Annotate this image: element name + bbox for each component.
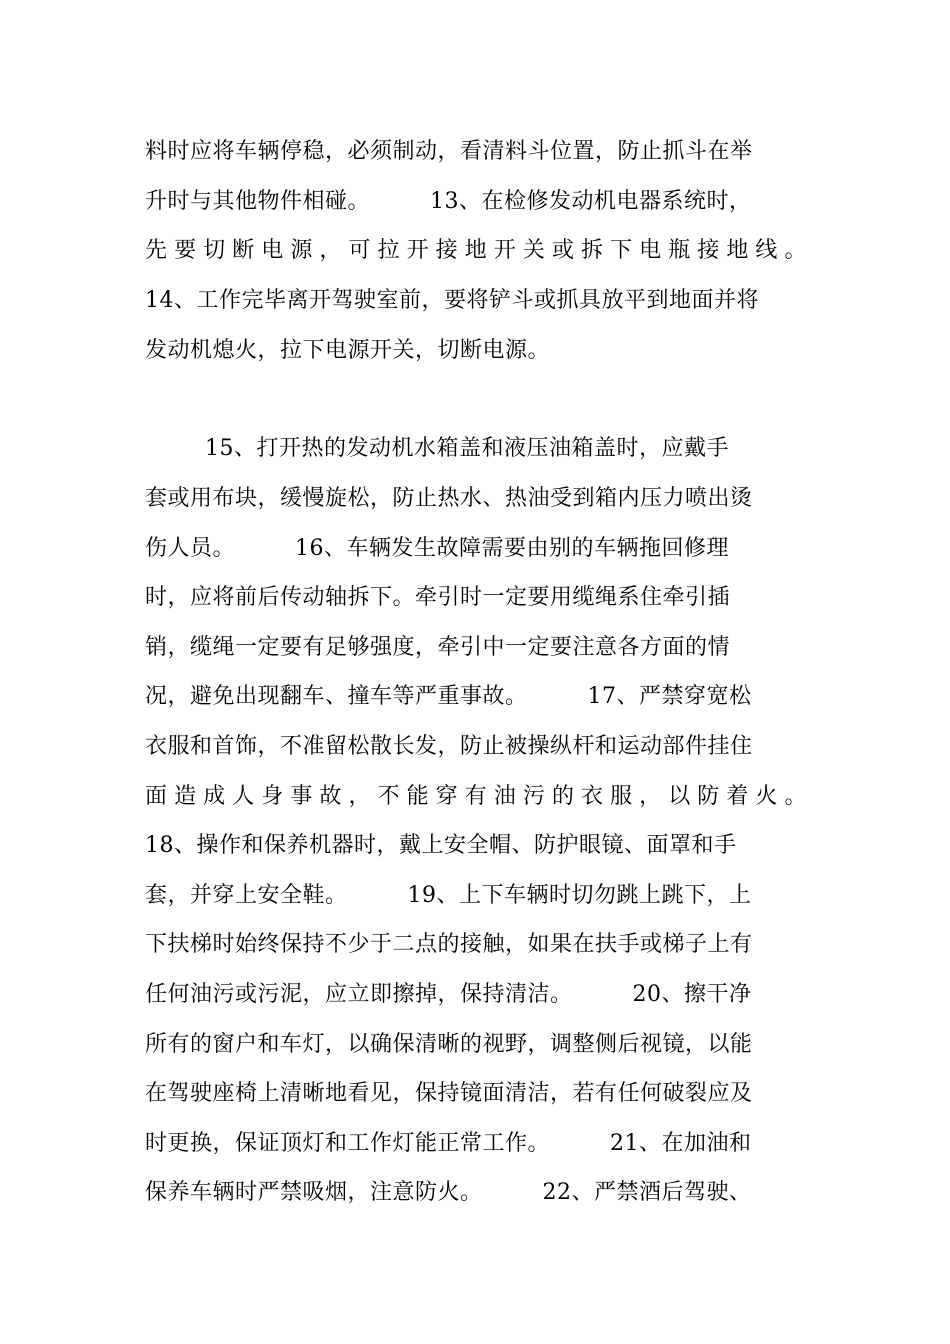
text-line: 时，应将前后传动轴拆下。牵引时一定要用缆绳系住牵引插: [145, 585, 731, 610]
text-line: 发动机熄火，拉下电源开关，切断电源。: [145, 338, 551, 363]
text-line: 面造成人身事故，不能穿有油污的衣服，以防着火。: [145, 784, 807, 809]
text-line: 所有的窗户和车灯，以确保清晰的视野，调整侧后视镜，以能: [145, 1032, 753, 1057]
text-line: 下扶梯时始终保持不少于二点的接触，如果在扶手或梯子上有: [145, 932, 753, 957]
text-line: 套，并穿上安全鞋。 19、上下车辆时切勿跳上跳下，上: [145, 883, 752, 908]
text-line: 18、操作和保养机器时，戴上安全帽、防护眼镜、面罩和手: [145, 833, 737, 858]
text-line: 套或用布块，缓慢旋松，防止热水、热油受到箱内压力喷出烫: [145, 486, 753, 511]
text-line: 伤人员。 16、车辆发生故障需要由别的车辆拖回修理: [145, 536, 729, 561]
text-line: 15、打开热的发动机水箱盖和液压油箱盖时，应戴手: [145, 436, 729, 461]
text-line: 衣服和首饰，不准留松散长发，防止被操纵杆和运动部件挂住: [145, 734, 753, 759]
text-line: 升时与其他物件相碰。 13、在检修发动机电器系统时，: [145, 189, 752, 214]
text-line: 先要切断电源，可拉开接地开关或拆下电瓶接地线。: [145, 238, 807, 263]
text-line: 在驾驶座椅上清晰地看见，保持镜面清洁，若有任何破裂应及: [145, 1081, 753, 1106]
text-line: 销，缆绳一定要有足够强度，牵引中一定要注意各方面的情: [145, 635, 731, 660]
text-line: 料时应将车辆停稳，必须制动，看清料斗位置，防止抓斗在举: [145, 139, 753, 164]
text-line: 14、工作完毕离开驾驶室前，要将铲斗或抓具放平到地面并将: [145, 288, 759, 313]
text-line: 时更换，保证顶灯和工作灯能正常工作。 21、在加油和: [145, 1131, 752, 1156]
text-line: 况，避免出现翻车、撞车等严重事故。 17、严禁穿宽松: [145, 684, 752, 709]
text-line: 任何油污或污泥，应立即擦掉，保持清洁。 20、擦干净: [145, 982, 752, 1007]
text-line: 保养车辆时严禁吸烟，注意防火。 22、严禁酒后驾驶、: [145, 1180, 752, 1205]
